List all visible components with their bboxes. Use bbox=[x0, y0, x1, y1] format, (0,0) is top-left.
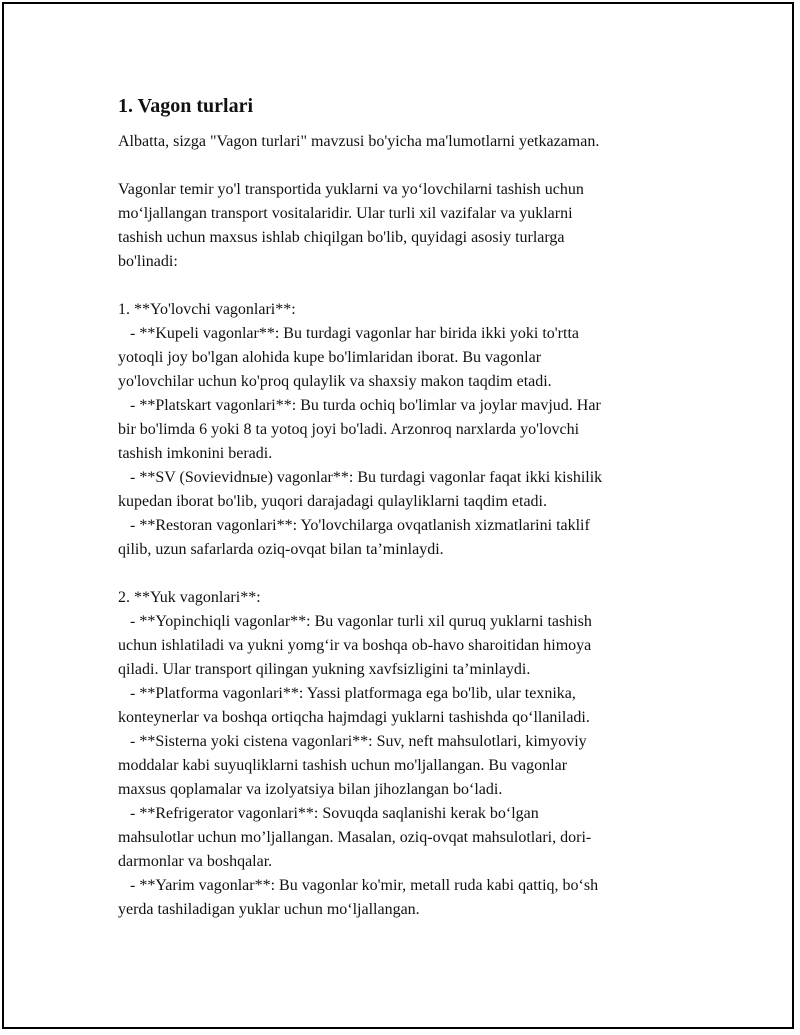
paragraph-spacer bbox=[118, 274, 688, 298]
passenger-wagons-section: 1. **Yo'lovchi vagonlari**: - **Kupeli vagonlar**: Bu turdagi vagonlar har birida ikki yoki to'rtta yotoqli joy bo'lgan alohida kupe bo'limlaridan iborat. Bu vagonlar yo'lovchilar uchun ko'proq qulaylik va shaxsiy makon taqdim etadi. - **Platskart vagonlari**: Bu turda ochiq bo'limlar va joylar mavjud. Har bir bo'limda 6 yoki 8 ta yotoq joyi bo'ladi. Arzonroq narxlarda yo'lovchi tashish imkonini beradi. - **SV (Sovievidnыe) vagonlar**: Bu turdagi vagonlar faqat ikki kishilik kupedan iborat bo'lib, yuqori darajadagi qulayliklarni taqdim etadi. - **Restoran vagonlari**: Yo'lovchilarga ovqatlanish xizmatlarini taklif qilib, uzun safarlarda oziq-ovqat bilan ta’minlaydi. bbox=[118, 301, 603, 558]
paragraph-spacer bbox=[118, 562, 688, 586]
freight-wagons-section: 2. **Yuk vagonlari**: - **Yopinchiqli vagonlar**: Bu vagonlar turli xil quruq yuklarni tashish uchun ishlatiladi va yukni yomg‘ir va boshqa ob-havo sharoitidan himoya qiladi. Ular transport qilingan yukning xavfsizligini ta’minlaydi. - **Platforma vagonlari**: Yassi platformaga ega bo'lib, ular texnika, konteynerlar va boshqa ortiqcha hajmdagi yuklarni tashishda qo‘llaniladi. - **Sisterna yoki cistena vagonlari**: Suv, neft mahsulotlari, kimyoviy moddalar kabi suyuqliklarni tashish uchun mo'ljallangan. Bu vagonlar maxsus qoplamalar va izolyatsiya bilan jihozlangan bo‘ladi. - **Refrigerator vagonlari**: Sovuqda saqlanishi kerak bo‘lgan mahsulotlar uchun mo’ljallangan. Masalan, oziq-ovqat mahsulotlari, dori- darmonlar va boshqalar. - **Yarim vagonlar**: Bu vagonlar ko'mir, metall ruda kabi qattiq, bo‘sh yerda tashiladigan yuklar uchun mo‘ljallangan. bbox=[118, 589, 599, 918]
paragraph-spacer bbox=[118, 154, 688, 178]
intro-paragraph: Albatta, sizga "Vagon turlari" mavzusi bo'yicha ma'lumotlarni yetkazaman. bbox=[118, 133, 600, 150]
document-title: 1. Vagon turlari bbox=[118, 95, 254, 117]
document-body bbox=[118, 94, 688, 922]
description-paragraph: Vagonlar temir yo'l transportida yuklarni va yo‘lovchilarni tashish uchun mo‘ljallangan transport vositalaridir. Ular turli xil vazifalar va yuklarni tashish uchun maxsus ishlab chiqilgan bo'lib, quyidagi asosiy turlarga bo'linadi: bbox=[118, 181, 584, 270]
